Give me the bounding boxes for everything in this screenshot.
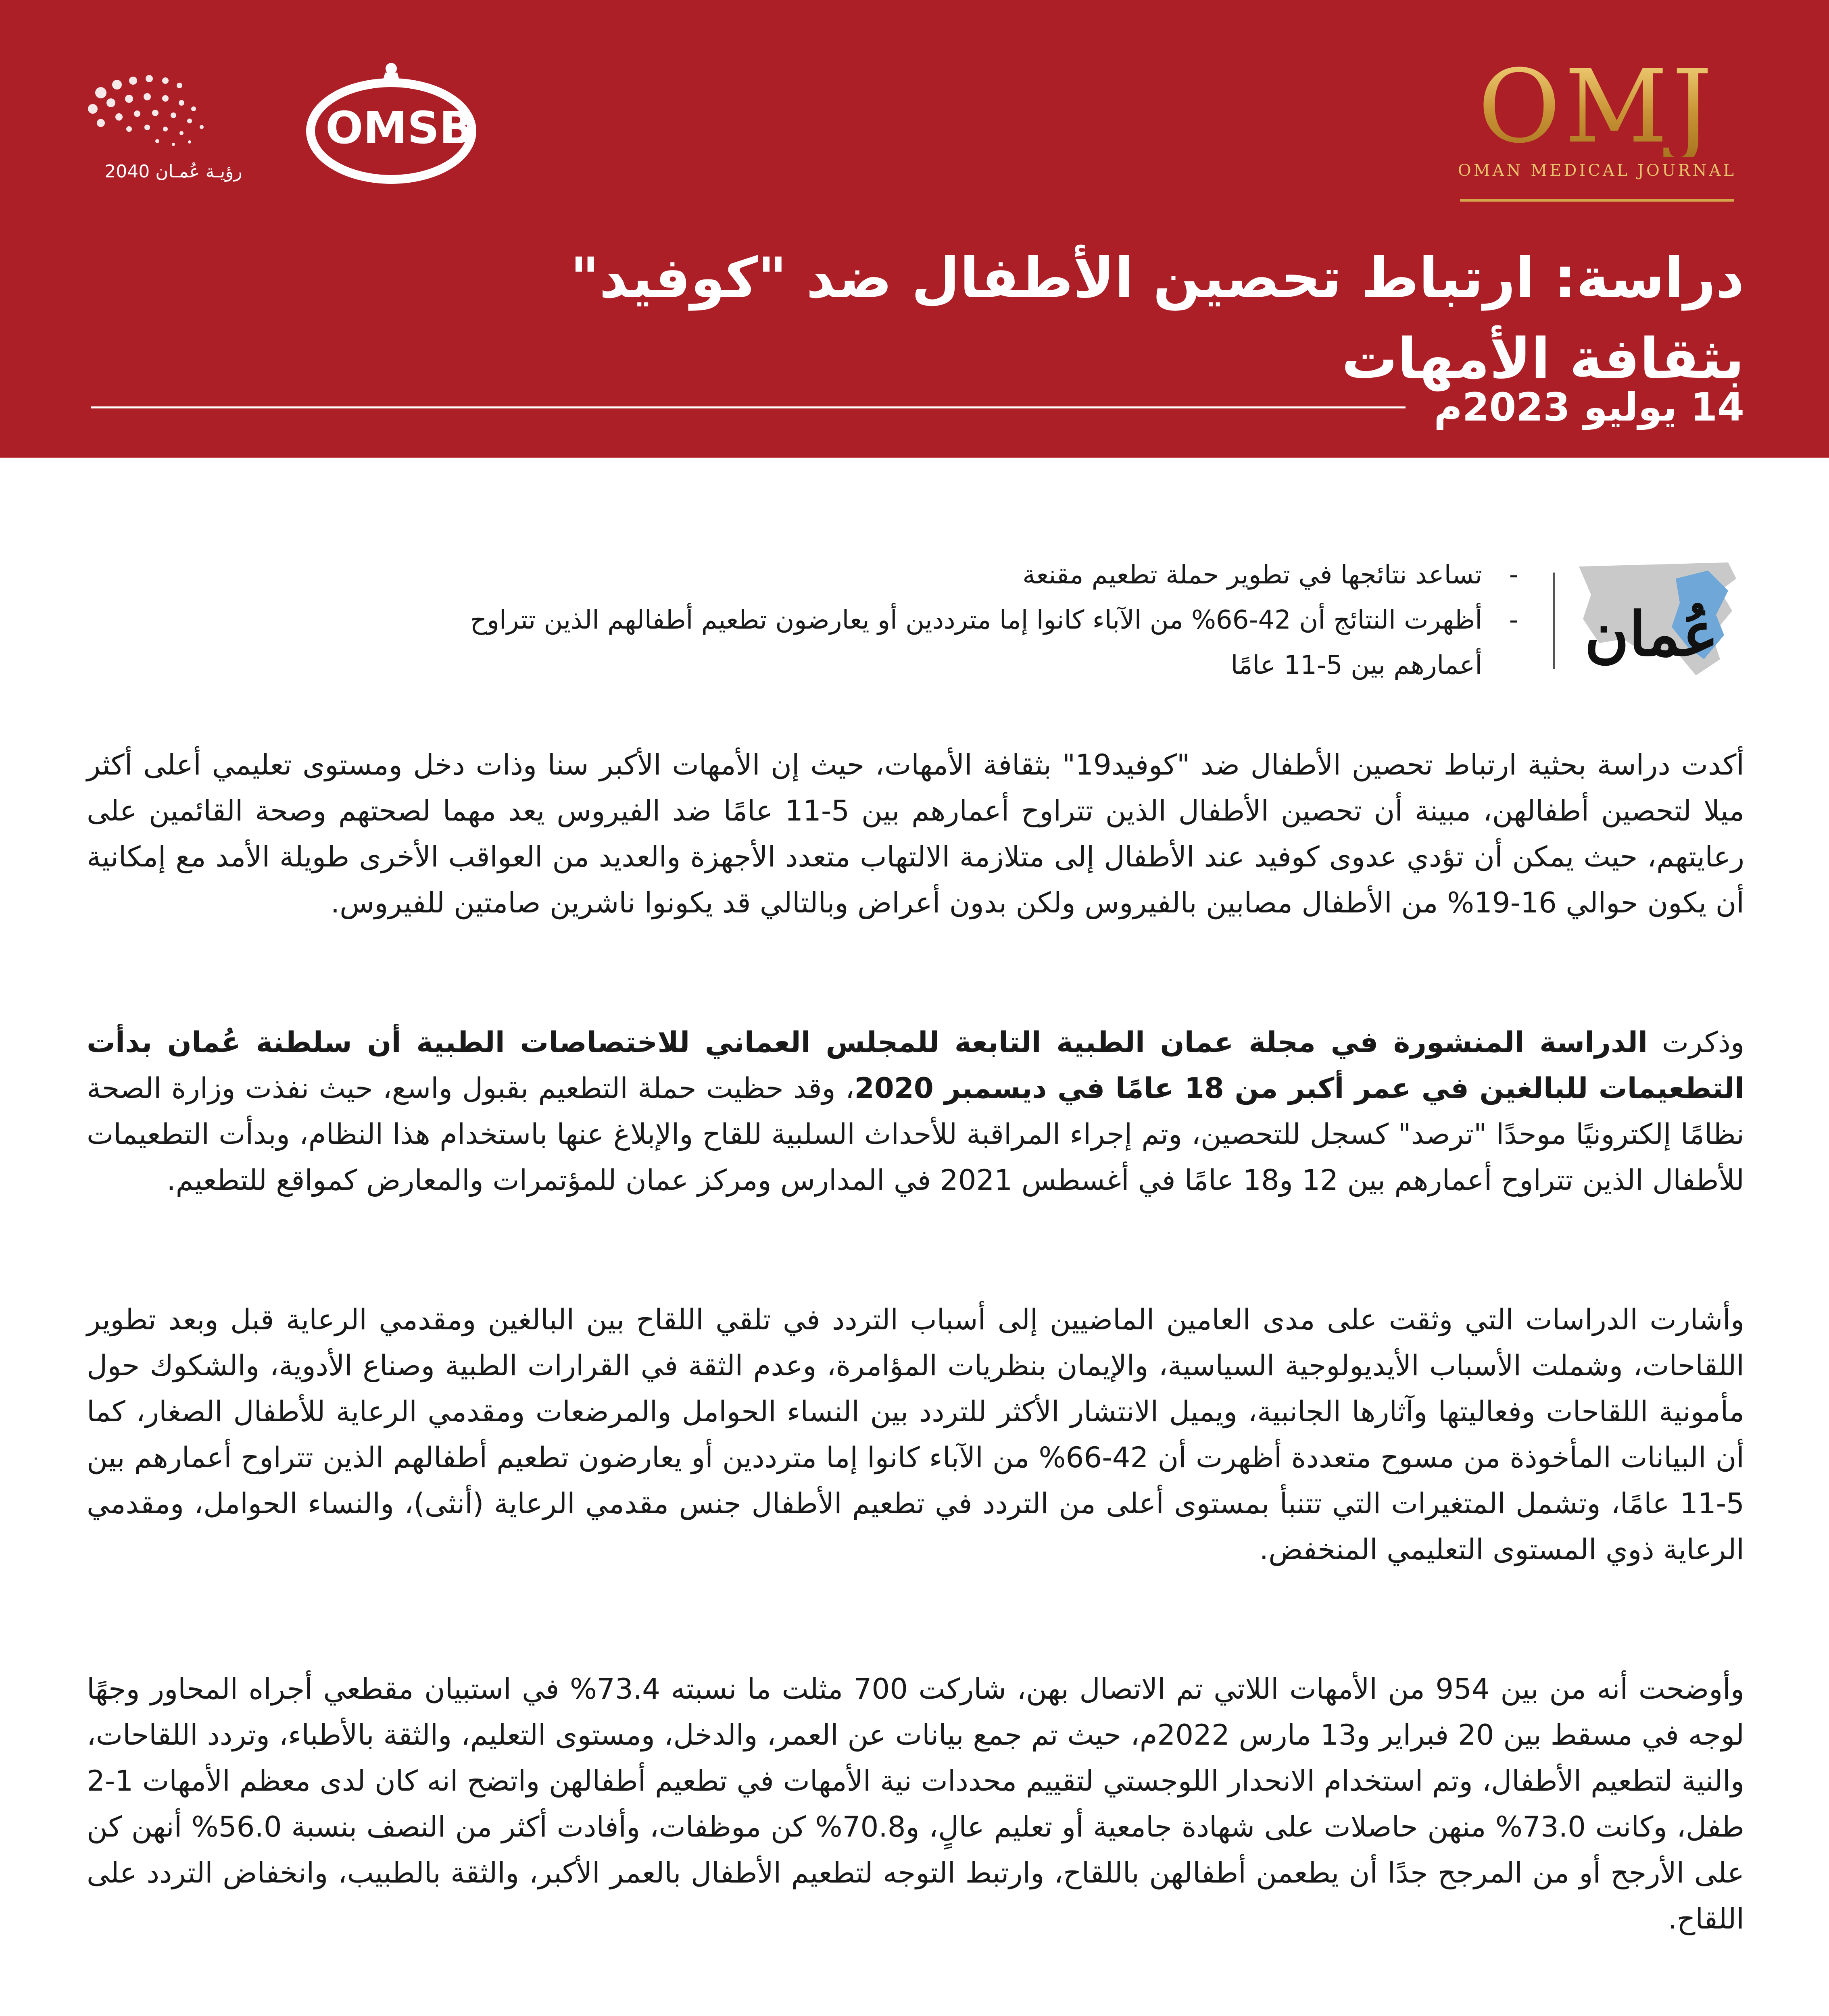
date-divider	[91, 406, 1406, 408]
paragraph-3: وأشارت الدراسات التي وثقت على مدى العامين الماضيين إلى أسباب التردد في تلقي اللقاح بين البالغين ومقدمي الرعاية قبل وبعد تطوير اللقاحات، وشملت الأسباب الأيديولوجية السياسية، والإيمان بنظريات المؤامرة، وعدم الثقة في القرارات الطبية وصناع الأدوية، والشكوك حول مأمونية اللقاحات وفعاليتها وآثارها الجانبية، ويميل الانتشار الأكثر للتردد بين النساء الحوامل والمرضعات ومقدمي الرعاية للأطفال الصغار، كما أن البيانات المأخوذة من مسوح متعددة أظهرت أن 42-66% من الآباء كانوا إما مترددين أو يعارضون تطعيم أطفالهم الذين تتراوح أعمارهم بين 5-11 عامًا، وتشمل المتغيرات التي تتنبأ بمستوى أعلى من التردد في تطعيم الأطفال جنس مقدمي الرعاية (أنثى)، والنساء الحوامل، ومقدمي الرعاية ذوي المستوى التعليمي المنخفض.	[87, 1303, 1744, 1566]
header-banner	[0, 0, 1829, 458]
paragraph-2-bold: الدراسة المنشورة في مجلة عمان الطبية التابعة للمجلس العماني للاختصاصات الطبية أن سلطنة عُمان بدأت التطعيمات للبالغين في عمر أكبر من 18 عامًا في ديسمبر 2020	[87, 1026, 1745, 1105]
oman-logo-text: عُمان	[1584, 599, 1719, 670]
date-row	[91, 385, 1744, 429]
paragraph-2	[87, 1019, 1744, 1203]
bullet-item	[470, 598, 1518, 688]
oman-vision-2040-logo	[52, 56, 242, 194]
msb-logo-text: OMSB	[325, 102, 473, 154]
summary-bullets	[470, 552, 1518, 688]
logo-separator	[1553, 573, 1555, 669]
publish-date: 14 يوليو 2023م	[1434, 385, 1744, 430]
vision-logo-text: رؤيـة عُمـان 2040	[104, 161, 242, 182]
bullet-dash: -	[1509, 560, 1518, 590]
omj-logo	[1436, 48, 1758, 202]
paragraph-2-lead: وذكرت	[1648, 1026, 1745, 1059]
bullet-text: تساعد نتائجها في تطوير حملة تطعيم مقنعة	[1022, 560, 1482, 590]
paragraph-1: أكدت دراسة بحثية ارتباط تحصين الأطفال ضد "كوفيد19" بثقافة الأمهات، حيث إن الأمهات الأكبر سنا وذات دخل ومستوى تعليمي أعلى أكثر ميلا لتحصين أطفالهن، مبينة أن تحصين الأطفال الذين تتراوح أعمارهم بين 5-11 عامًا ضد الفيروس يعد مهما لصحتهم وصحة القائمين على رعايتهم، حيث يمكن أن تؤدي عدوى كوفيد عند الأطفال إلى متلازمة الالتهاب متعدد الأجهزة والعديد من العواقب الأخرى طويلة الأمد مع إمكانية أن يكون حوالي 16-19% من الأطفال مصابين بالفيروس ولكن بدون أعراض وبالتالي قد يكونوا ناشرين صامتين للفيروس.	[87, 748, 1745, 919]
headline	[252, 238, 1744, 399]
omj-underline	[1460, 199, 1734, 202]
omsb-logo	[298, 56, 500, 190]
oman-newspaper-logo	[1575, 554, 1744, 683]
article-body	[87, 742, 1744, 2016]
paragraph-2-rest: ، وقد حظيت حملة التطعيم بقبول واسع، حيث نفذت وزارة الصحة نظامًا إلكترونيًا موحدًا "ترصد" كسجل للتحصين، وتم إجراء المراقبة للأحداث السلبية للقاح والإبلاغ عنها باستخدام هذا النظام، وبدأت التطعيمات للأطفال الذين تتراوح أعمارهم بين 12 و18 عامًا في أغسطس 2021 في المدارس ومركز عمان للمؤتمرات والمعارض كمواقع للتطعيم.	[87, 1072, 1744, 1197]
headline-line-1: دراسة: ارتباط تحصين الأطفال ضد "كوفيد"	[570, 246, 1744, 310]
bullet-text: أظهرت النتائج أن 42-66% من الآباء كانوا إما مترددين أو يعارضون تطعيم أطفالهم الذين تتراوح أعمارهم بين 5-11 عامًا	[470, 605, 1482, 680]
paragraph-4: وأوضحت أنه من بين 954 من الأمهات اللاتي تم الاتصال بهن، شاركت 700 مثلت ما نسبته 73.4% في استبيان مقطعي أجراه المحاور وجهًا لوجه في مسقط بين 20 فبراير و13 مارس 2022م، حيث تم جمع بيانات عن العمر، والدخل، ومستوى التعليم، والثقة بالأطباء، وتردد اللقاحات، والنية لتطعيم الأطفال، وتم استخدام الانحدار اللوجستي لتقييم محددات نية الأمهات في تطعيم أطفالهن واتضح انه كان لدى معظم الأمهات 1-2 طفل، وكانت 73.0% منهن حاصلات على شهادة جامعية أو تعليم عالٍ، و70.8% كن موظفات، وأفادت أكثر من النصف بنسبة 56.0% أنهن كن على الأرجح أو من المرجح جدًا أن يطعمن أطفالهن باللقاح، وارتبط التوجه لتطعيم الأطفال بالعمر الأكبر، والثقة بالطبيب، وانخفاض التردد على اللقاح.	[87, 1672, 1744, 1935]
omj-subtitle: OMAN MEDICAL JOURNAL	[1458, 161, 1737, 180]
headline-line-2: بثقافة الأمهات	[1341, 326, 1744, 391]
bullet-dash: -	[1509, 605, 1518, 635]
bullet-item	[470, 552, 1518, 598]
omj-letters: OMJ	[1436, 56, 1758, 157]
